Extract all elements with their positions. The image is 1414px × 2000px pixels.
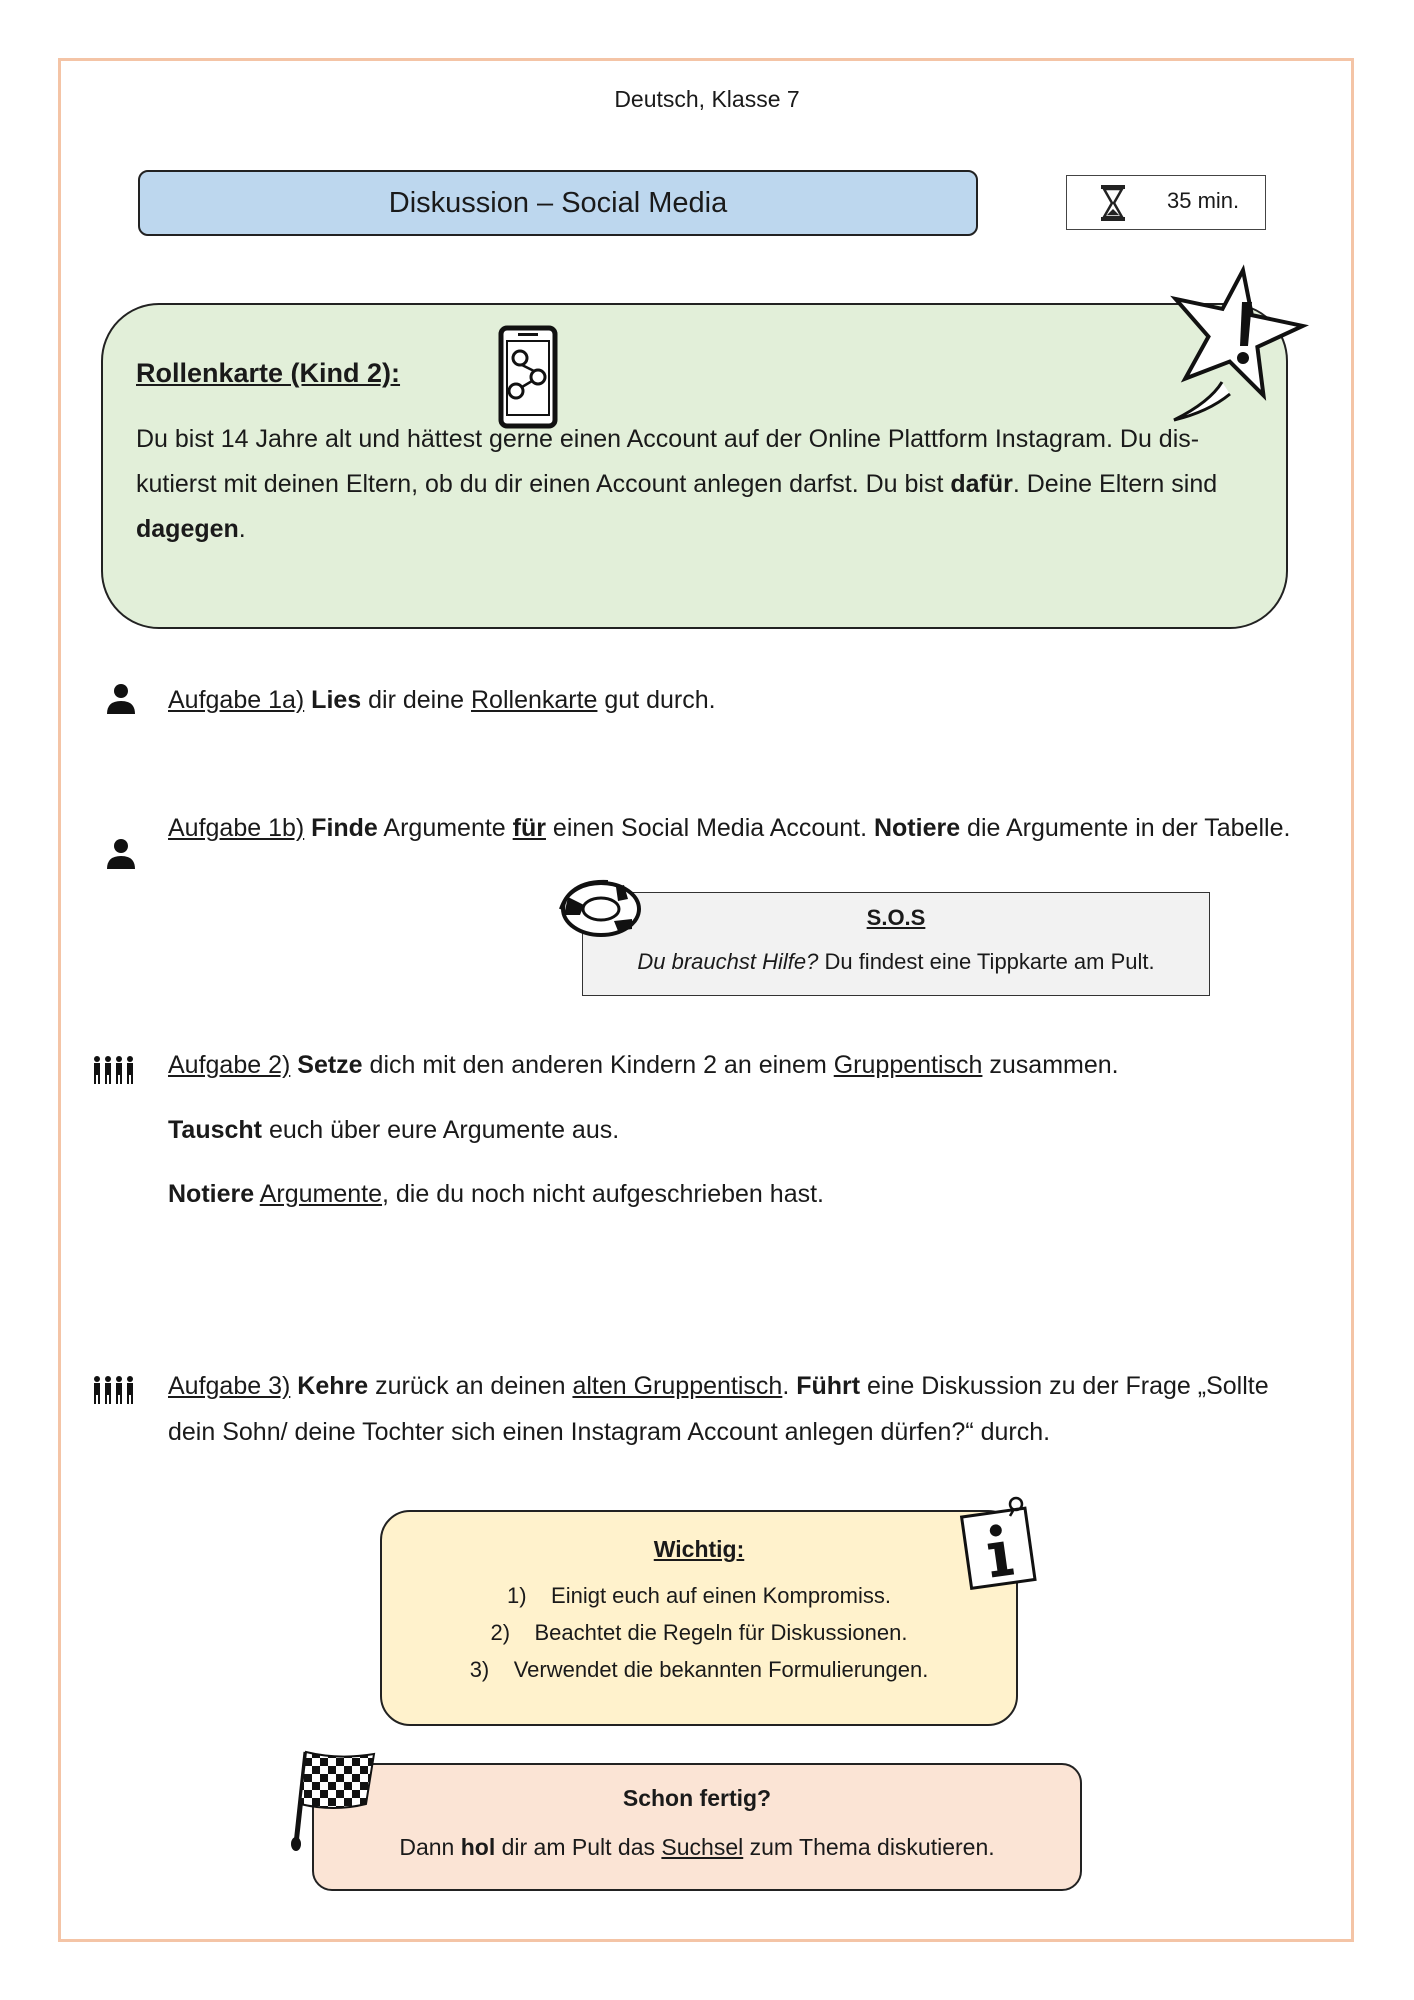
- task-1a-label: Aufgabe 1a): [168, 686, 305, 714]
- wichtig-item: 2) Beachtet die Regeln für Diskussionen.: [490, 1620, 908, 1645]
- wichtig-item: 3) Verwendet die bekannten Formulierungen.: [469, 1657, 929, 1682]
- task-2-line2-verb: Tauscht: [168, 1116, 262, 1144]
- task-3-verb2: Führt: [796, 1372, 861, 1400]
- sos-title: S.O.S: [866, 905, 926, 930]
- task-1b-text: einen Social Media Account.: [545, 814, 874, 842]
- fertig-text-part: zum Thema diskutieren.: [743, 1834, 995, 1860]
- task-1b-verb: Finde: [311, 814, 378, 842]
- role-text-part: .: [238, 515, 246, 543]
- worksheet-title: [138, 170, 978, 236]
- fertig-bold: hol: [460, 1834, 496, 1860]
- fertig-text: [314, 1834, 1080, 1861]
- role-card-title: Rollenkarte (Kind 2):: [136, 358, 401, 388]
- smartphone-network-icon: [498, 325, 558, 429]
- task-1a-rollenkarte: Rollenkarte: [471, 686, 598, 714]
- task-1a-text: gut durch.: [597, 686, 716, 714]
- fertig-box: [312, 1763, 1082, 1891]
- task-3: [168, 1363, 1298, 1455]
- task-2: [168, 1042, 1298, 1088]
- task-1b-verb2: Notiere: [873, 814, 961, 842]
- task-2-line3: [168, 1171, 1298, 1217]
- task-2-verb: Setze: [297, 1051, 363, 1079]
- task-2-argumente: Argumente: [259, 1180, 383, 1208]
- role-card-text: [136, 417, 1256, 552]
- role-text-part: Du bist 14 Jahre alt und hättest gerne einen Account auf der Online Plattform Instagram. Du dis-kutierst mit deinen Eltern, ob du dir einen Account anlegen darfst. Du bist: [136, 425, 1200, 498]
- role-text-part: . Deine Eltern sind: [1012, 470, 1218, 498]
- task-2-text: zusammen.: [982, 1051, 1119, 1079]
- timer-box: [1066, 175, 1266, 230]
- fertig-text-part: Dann: [399, 1834, 461, 1860]
- task-1a: [168, 677, 1298, 723]
- hourglass-icon: [1099, 184, 1127, 222]
- task-1a-text: dir deine: [361, 686, 471, 714]
- info-note-icon: [958, 1494, 1042, 1592]
- sos-text-part: Du findest eine Tippkarte am Pult.: [818, 949, 1155, 974]
- task-1b-label: Aufgabe 1b): [168, 814, 305, 842]
- fertig-title: Schon fertig?: [622, 1785, 772, 1811]
- task-3-text: zurück an deinen: [368, 1372, 573, 1400]
- sos-text: [583, 949, 1209, 975]
- task-3-alter-gruppentisch: alten Gruppentisch: [572, 1372, 783, 1400]
- timer-label: 35 min.: [1167, 188, 1240, 213]
- task-2-text: dich mit den anderen Kindern 2 an einem: [362, 1051, 834, 1079]
- role-text-bold-contra: dagegen: [136, 515, 239, 543]
- lifebuoy-icon: [558, 875, 644, 941]
- star-exclamation-icon: [1160, 262, 1310, 430]
- task-3-text: .: [782, 1372, 797, 1400]
- wichtig-title: Wichtig:: [653, 1536, 745, 1562]
- task-2-line2: [168, 1107, 1298, 1153]
- fertig-text-part: dir am Pult das: [495, 1834, 662, 1860]
- sos-italic: Du brauchst Hilfe?: [637, 949, 819, 974]
- task-2-label: Aufgabe 2): [168, 1051, 291, 1079]
- fertig-suchsel: Suchsel: [661, 1834, 744, 1860]
- group-icon: [92, 1375, 136, 1405]
- checkered-flag-icon: [288, 1742, 384, 1852]
- task-1b-fuer: für: [512, 814, 546, 842]
- task-3-label: Aufgabe 3): [168, 1372, 291, 1400]
- wichtig-box: [380, 1510, 1018, 1726]
- task-1a-verb: Lies: [311, 686, 362, 714]
- sos-box: [582, 892, 1210, 996]
- role-text-bold-pro: dafür: [950, 470, 1013, 498]
- worksheet-title-text: Diskussion – Social Media: [388, 186, 728, 219]
- task-2-line2-text: euch über eure Argumente aus.: [262, 1116, 620, 1144]
- task-3-text: eine Diskussion zu der Frage „Sollte dein Sohn/ deine Tochter sich einen Instagram Account anlegen dürfen?“ durch.: [168, 1372, 1269, 1446]
- task-1b-text: Argumente: [377, 814, 513, 842]
- task-1b: [168, 805, 1298, 851]
- wichtig-item: 1) Einigt euch auf einen Kompromiss.: [507, 1583, 891, 1608]
- person-icon: [106, 838, 136, 870]
- task-2-gruppentisch: Gruppentisch: [833, 1051, 983, 1079]
- page-header: Deutsch, Klasse 7: [614, 86, 800, 112]
- wichtig-list: [382, 1577, 1016, 1688]
- group-icon: [92, 1055, 136, 1085]
- task-2-line3-text: , die du noch nicht aufgeschrieben hast.: [382, 1180, 824, 1208]
- task-2-line3-verb: Notiere: [168, 1180, 255, 1208]
- person-icon: [106, 683, 136, 715]
- task-1b-text: die Argumente in der Tabelle.: [960, 814, 1291, 842]
- task-3-verb: Kehre: [297, 1372, 369, 1400]
